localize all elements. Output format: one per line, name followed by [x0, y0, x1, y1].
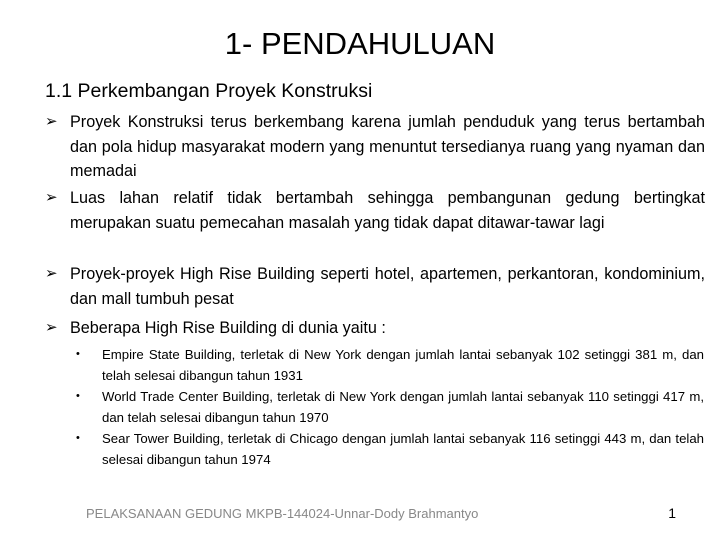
slide-title: 1- PENDAHULUAN	[224, 26, 496, 61]
sub-bullet-item	[76, 344, 704, 386]
bullet-item	[45, 262, 705, 311]
dot-bullet-icon: •	[76, 432, 80, 444]
bullet-item	[45, 186, 705, 235]
arrow-bullet-icon: ➢	[45, 319, 58, 336]
bullet-item	[45, 110, 705, 184]
page-number: 1	[668, 505, 676, 521]
sub-bullet-item	[76, 386, 704, 428]
bullet-text: Proyek-proyek High Rise Building seperti hotel, apartemen, perkantoran, kondominium, dan mall tumbuh pesat	[70, 265, 705, 308]
arrow-bullet-icon: ➢	[45, 189, 58, 206]
bullet-item	[45, 316, 705, 341]
sub-bullet-text: Sear Tower Building, terletak di Chicago dengan jumlah lantai sebanyak 116 setinggi 443 m, dan telah selesai dibangun tahun 1974	[102, 431, 704, 467]
arrow-bullet-icon: ➢	[45, 113, 58, 130]
dot-bullet-icon: •	[76, 390, 80, 402]
slide-footer: PELAKSANAAN GEDUNG MKPB-144024-Unnar-Dody Brahmantyo	[86, 506, 479, 521]
dot-bullet-icon: •	[76, 348, 80, 360]
bullet-text: Proyek Konstruksi terus berkembang karena jumlah penduduk yang terus bertambah dan pola hidup masyarakat modern yang menuntut tersedianya ruang yang nyaman dan memadai	[70, 113, 705, 180]
bullet-text: Luas lahan relatif tidak bertambah sehingga pembangunan gedung bertingkat merupakan suatu pemecahan masalah yang tidak dapat ditawar-tawar lagi	[70, 189, 705, 232]
arrow-bullet-icon: ➢	[45, 265, 58, 282]
sub-bullet-item	[76, 428, 704, 470]
sub-bullet-text: Empire State Building, terletak di New York dengan jumlah lantai sebanyak 102 setinggi 381 m, dan telah selesai dibangun tahun 1931	[102, 347, 704, 383]
section-heading: 1.1 Perkembangan Proyek Konstruksi	[45, 80, 373, 102]
sub-bullet-text: World Trade Center Building, terletak di New York dengan jumlah lantai sebanyak 110 setinggi 417 m, dan telah selesai dibangun tahun 1970	[102, 389, 704, 425]
bullet-text: Beberapa High Rise Building di dunia yaitu :	[70, 319, 386, 337]
